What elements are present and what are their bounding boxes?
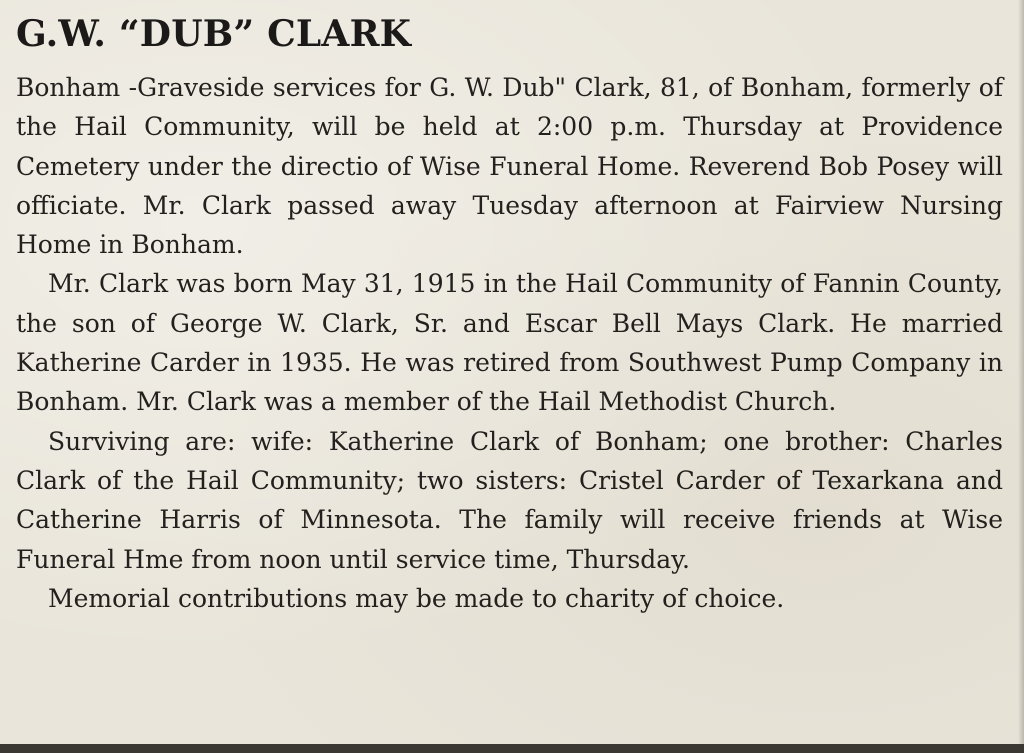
obituary-body [16, 68, 1003, 618]
paragraph-services: Bonham -Graveside services for G. W. Dub" Clark, 81, of Bonham, formerly of the Hail Community, will be held at 2:00 p.m. Thursday at Providence Cemetery under the directio of Wise Funeral Home. Reverend Bob Posey will officiate. Mr. Clark passed away Tuesday afternoon at Fairview Nursing Home in Bonham. [16, 73, 1003, 260]
paragraph-memorials: Memorial contributions may be made to charity of choice. [48, 583, 785, 613]
paragraph-survivors: Surviving are: wife: Katherine Clark of Bonham; one brother: Charles Clark of the Hail Community; two sisters: Cristel Carder of Texarkana and Catherine Harris of Minnesota. The family will receive friends at Wise Funeral Hme from noon until service time, Thursday. [16, 426, 1003, 574]
scan-bottom-border [0, 744, 1024, 753]
paragraph-biography: Mr. Clark was born May 31, 1915 in the Hail Community of Fannin County, the son of George W. Clark, Sr. and Escar Bell Mays Clark. He married Katherine Carder in 1935. He was retired from Southwest Pump Company in Bonham. Mr. Clark was a member of the Hail Methodist Church. [16, 269, 1003, 417]
paper-edge-shadow [1018, 0, 1024, 744]
obituary-headline: G.W. “DUB” CLARK [16, 13, 412, 55]
